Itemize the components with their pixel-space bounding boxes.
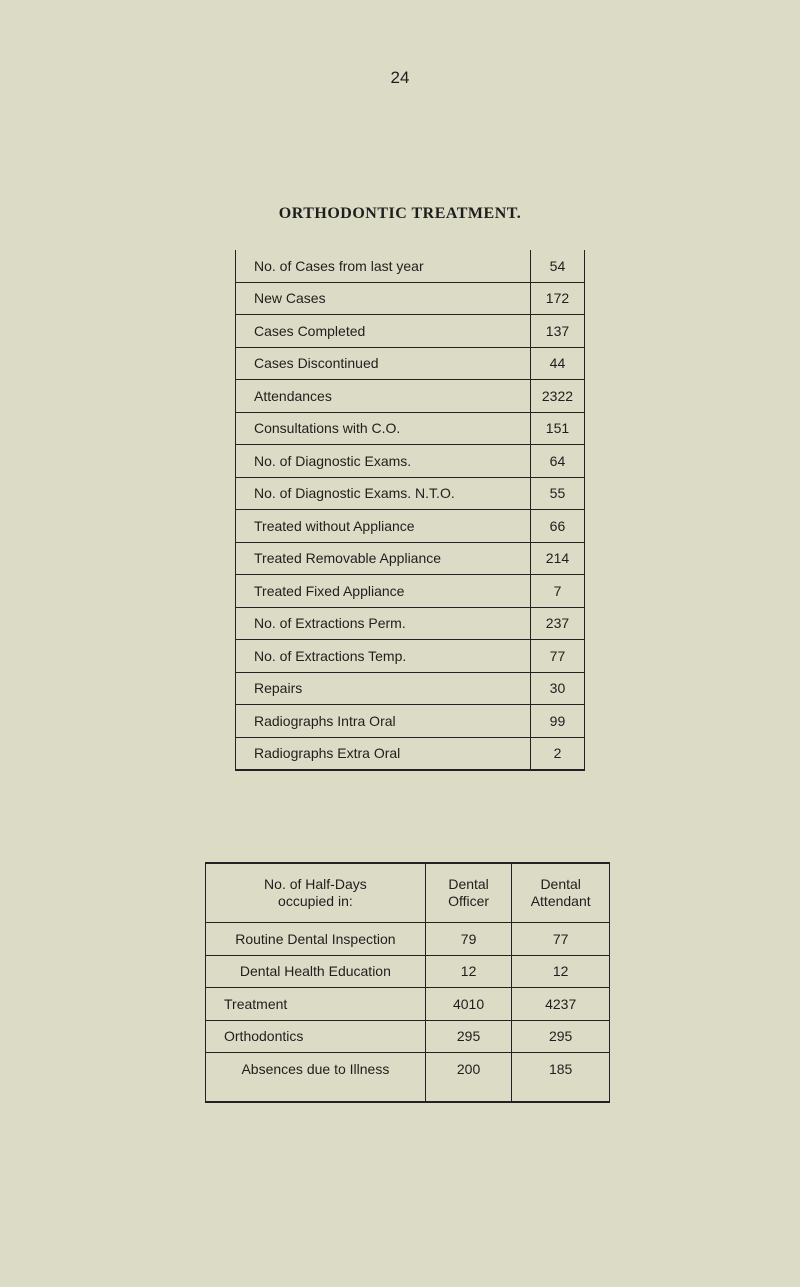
row-label: Cases Completed [236, 315, 531, 348]
row-value: 2 [530, 737, 584, 770]
header-dental-officer-line2: Officer [448, 893, 490, 909]
row-value: 151 [530, 412, 584, 445]
table-row [236, 705, 585, 738]
row-label: Radiographs Extra Oral [236, 737, 531, 770]
officer-value: 4010 [425, 988, 512, 1021]
officer-value: 79 [425, 923, 512, 956]
header-dental-officer [425, 863, 512, 923]
row-value: 7 [530, 575, 584, 608]
table-row [236, 250, 585, 282]
row-value: 2322 [530, 380, 584, 413]
table-row [206, 1053, 610, 1103]
table-row [206, 988, 610, 1021]
row-label: Attendances [236, 380, 531, 413]
row-label: No. of Diagnostic Exams. N.T.O. [236, 477, 531, 510]
row-label: No. of Diagnostic Exams. [236, 445, 531, 478]
row-label: No. of Extractions Perm. [236, 607, 531, 640]
row-label: Dental Health Education [206, 955, 426, 988]
row-label: No. of Cases from last year [236, 250, 531, 282]
table-row [206, 955, 610, 988]
page-title: ORTHODONTIC TREATMENT. [278, 205, 522, 222]
header-dental-attendant-line1: Dental [540, 876, 581, 892]
row-label: Radiographs Intra Oral [236, 705, 531, 738]
table-row [236, 380, 585, 413]
table-row [236, 412, 585, 445]
row-value: 55 [530, 477, 584, 510]
orthodontic-treatment-table [235, 250, 585, 771]
header-half-days [206, 863, 426, 923]
row-label: Consultations with C.O. [236, 412, 531, 445]
row-value: 30 [530, 672, 584, 705]
header-dental-officer-line1: Dental [448, 876, 489, 892]
table-row [236, 477, 585, 510]
row-value: 66 [530, 510, 584, 543]
header-half-days-line2: occupied in: [278, 893, 353, 909]
header-dental-attendant [512, 863, 610, 923]
attendant-value: 185 [512, 1053, 610, 1103]
row-label: Treated Removable Appliance [236, 542, 531, 575]
table-row [206, 1020, 610, 1053]
table-row [236, 737, 585, 770]
table-row [236, 607, 585, 640]
attendant-value: 4237 [512, 988, 610, 1021]
table-row [206, 923, 610, 956]
row-value: 99 [530, 705, 584, 738]
table-row [236, 445, 585, 478]
row-value: 137 [530, 315, 584, 348]
row-label: New Cases [236, 282, 531, 315]
officer-value: 200 [425, 1053, 512, 1103]
half-days-table [205, 862, 610, 1103]
row-label: Absences due to Illness [206, 1053, 426, 1103]
table-row [236, 542, 585, 575]
table-row [236, 672, 585, 705]
attendant-value: 12 [512, 955, 610, 988]
row-label: Cases Discontinued [236, 347, 531, 380]
header-half-days-line1: No. of Half-Days [264, 876, 367, 892]
row-label: Treated Fixed Appliance [236, 575, 531, 608]
header-dental-attendant-line2: Attendant [530, 893, 591, 909]
row-label: Routine Dental Inspection [206, 923, 426, 956]
page-number: 24 [390, 68, 410, 87]
row-label: Treated without Appliance [236, 510, 531, 543]
table-row [236, 640, 585, 673]
table-row [236, 315, 585, 348]
table-header-row [206, 863, 610, 923]
officer-value: 12 [425, 955, 512, 988]
table-row [236, 575, 585, 608]
row-value: 54 [530, 250, 584, 282]
row-value: 44 [530, 347, 584, 380]
attendant-value: 77 [512, 923, 610, 956]
table-row [236, 510, 585, 543]
row-value: 214 [530, 542, 584, 575]
attendant-value: 295 [512, 1020, 610, 1053]
row-label: Treatment [206, 988, 426, 1021]
row-label: Orthodontics [206, 1020, 426, 1053]
row-value: 172 [530, 282, 584, 315]
table-row [236, 347, 585, 380]
officer-value: 295 [425, 1020, 512, 1053]
row-value: 77 [530, 640, 584, 673]
row-label: No. of Extractions Temp. [236, 640, 531, 673]
row-label: Repairs [236, 672, 531, 705]
table-row [236, 282, 585, 315]
row-value: 64 [530, 445, 584, 478]
row-value: 237 [530, 607, 584, 640]
